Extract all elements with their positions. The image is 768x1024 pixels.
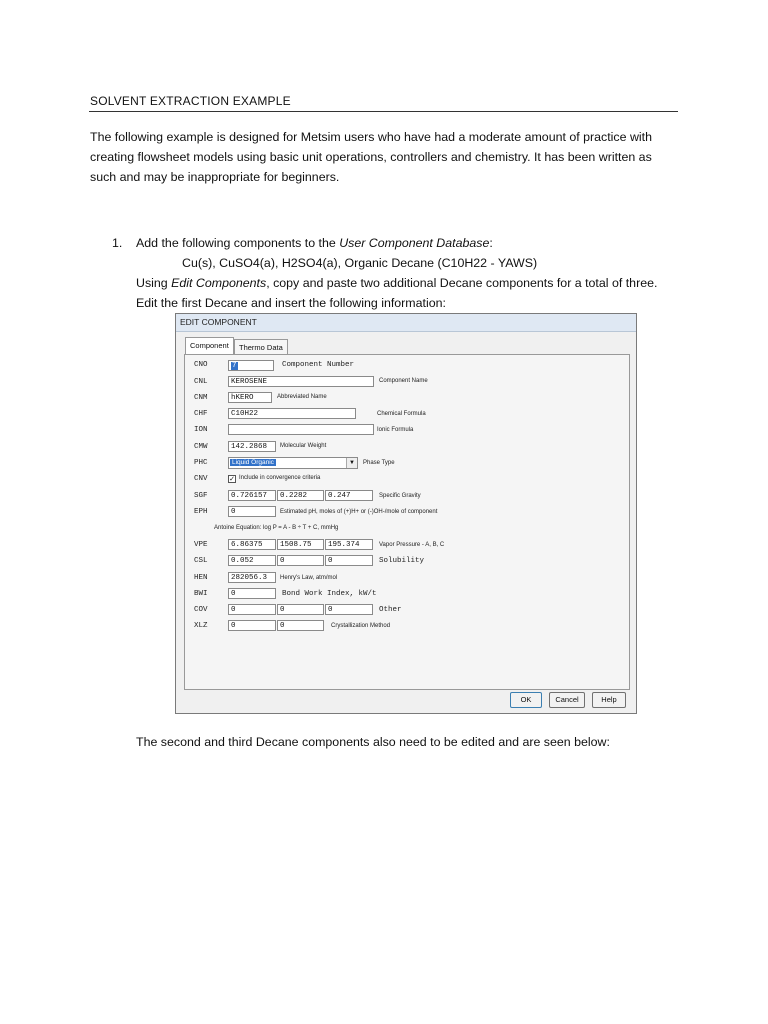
intro-line-3: such and may be inappropriate for beginners. (90, 170, 340, 184)
eph-description: Estimated pH, moles of (+)H+ or (-)OH-/mole of component (280, 509, 438, 515)
cnl-input[interactable]: KEROSENE (228, 376, 374, 387)
ok-button[interactable]: OK (510, 692, 542, 708)
step-1-line-1-text: Add the following components to the (136, 236, 340, 250)
sgf-input-3[interactable]: 0.247 (325, 490, 373, 501)
hen-input[interactable]: 282056.3 (228, 572, 276, 583)
code-chf: CHF (194, 410, 208, 418)
code-vpe: VPE (194, 541, 208, 549)
xlz-input-2[interactable]: 0 (277, 620, 324, 631)
chevron-down-icon[interactable]: ▼ (346, 458, 357, 468)
cov-input-3[interactable]: 0 (325, 604, 373, 615)
chf-input[interactable]: C10H22 (228, 408, 356, 419)
cno-value: 7 (232, 362, 237, 370)
step-1-line-3-suffix: , copy and paste two additional Decane components for a total of three. (266, 276, 658, 290)
cnv-checkbox[interactable]: ✓ (229, 476, 235, 483)
csl-description: Solubility (379, 557, 425, 565)
vpe-description: Vapor Pressure - A, B, C (379, 542, 445, 548)
xlz-input-1[interactable]: 0 (228, 620, 276, 631)
xlz-description: Crystallization Method (331, 623, 391, 629)
ion-input[interactable] (228, 424, 374, 435)
code-hen: HEN (194, 574, 208, 582)
vpe-input-b[interactable]: 1508.75 (277, 539, 324, 550)
code-cnl: CNL (194, 378, 208, 386)
dialog-titlebar: EDIT COMPONENT (176, 314, 636, 332)
document-title: SOLVENT EXTRACTION EXAMPLE (90, 94, 291, 108)
code-xlz: XLZ (194, 622, 208, 630)
sgf-description: Specific Gravity (379, 493, 421, 499)
code-cno: CNO (194, 361, 208, 369)
step-number: 1. (112, 236, 123, 250)
code-ion: ION (194, 426, 208, 434)
intro-paragraph (90, 127, 690, 187)
code-sgf: SGF (194, 492, 208, 500)
chf-description: Chemical Formula (377, 411, 426, 417)
step-1-line-4: Edit the first Decane and insert the following information: (136, 296, 446, 310)
user-component-database-text: User Component Database (339, 236, 490, 250)
code-cnv: CNV (194, 475, 208, 483)
cmw-description: Molecular Weight (280, 443, 327, 449)
antoine-equation-label: Antoine Equation: log P = A - B ÷ T + C, mmHg (214, 525, 339, 531)
cnv-description: Include in convergence criteria (239, 475, 321, 481)
bwi-description: Bond Work Index, kW/t (282, 590, 377, 598)
cnl-description: Component Name (379, 378, 428, 384)
code-cov: COV (194, 606, 208, 614)
phc-dropdown[interactable] (228, 457, 358, 469)
cmw-input[interactable]: 142.2868 (228, 441, 276, 452)
ion-description: Ionic Formula (377, 427, 414, 433)
cov-input-1[interactable]: 0 (228, 604, 276, 615)
cov-input-2[interactable]: 0 (277, 604, 324, 615)
sgf-input-2[interactable]: 0.2282 (277, 490, 324, 501)
csl-input-1[interactable]: 0.052 (228, 555, 276, 566)
component-tab-panel (184, 354, 630, 690)
edit-components-text: Edit Components (171, 276, 267, 290)
step-1-line-1-suffix: : (489, 236, 493, 250)
cov-description: Other (379, 606, 402, 614)
sgf-input-1[interactable]: 0.726157 (228, 490, 276, 501)
help-button[interactable]: Help (592, 692, 626, 708)
intro-line-1: The following example is designed for Metsim users who have had a moderate amount of practice with (90, 130, 652, 144)
cnm-description: Abbreviated Name (277, 394, 327, 400)
code-eph: EPH (194, 508, 208, 516)
cancel-button[interactable]: Cancel (549, 692, 585, 708)
step-1-line-1 (136, 233, 493, 253)
step-1-line-3-text: Using (136, 276, 172, 290)
bwi-input[interactable]: 0 (228, 588, 276, 599)
step-1-line-3 (136, 273, 657, 293)
cno-description: Component Number (282, 361, 355, 369)
hen-description: Henry's Law, atm/mol (280, 575, 338, 581)
edit-component-dialog (175, 313, 637, 714)
intro-line-2: creating flowsheet models using basic unit operations, controllers and chemistry. It has been written as (90, 150, 652, 164)
vpe-input-a[interactable]: 6.86375 (228, 539, 276, 550)
code-phc: PHC (194, 459, 208, 467)
cnm-input[interactable]: hKERO (228, 392, 272, 403)
eph-input[interactable]: 0 (228, 506, 276, 517)
cno-input[interactable] (228, 360, 274, 371)
vpe-input-c[interactable]: 195.374 (325, 539, 373, 550)
code-cnm: CNM (194, 394, 208, 402)
code-cmw: CMW (194, 443, 208, 451)
title-underline (89, 111, 678, 112)
csl-input-3[interactable]: 0 (325, 555, 373, 566)
code-bwi: BWI (194, 590, 208, 598)
code-csl: CSL (194, 557, 208, 565)
phc-selected-value: Liquid Organic (232, 459, 274, 466)
phc-description: Phase Type (363, 460, 395, 466)
component-list: Cu(s), CuSO4(a), H2SO4(a), Organic Decane (C10H22 - YAWS) (182, 256, 538, 270)
csl-input-2[interactable]: 0 (277, 555, 324, 566)
tab-thermo-data[interactable]: Thermo Data (234, 339, 288, 355)
closing-paragraph: The second and third Decane components also need to be edited and are seen below: (136, 735, 610, 749)
tab-component[interactable]: Component (185, 337, 234, 355)
